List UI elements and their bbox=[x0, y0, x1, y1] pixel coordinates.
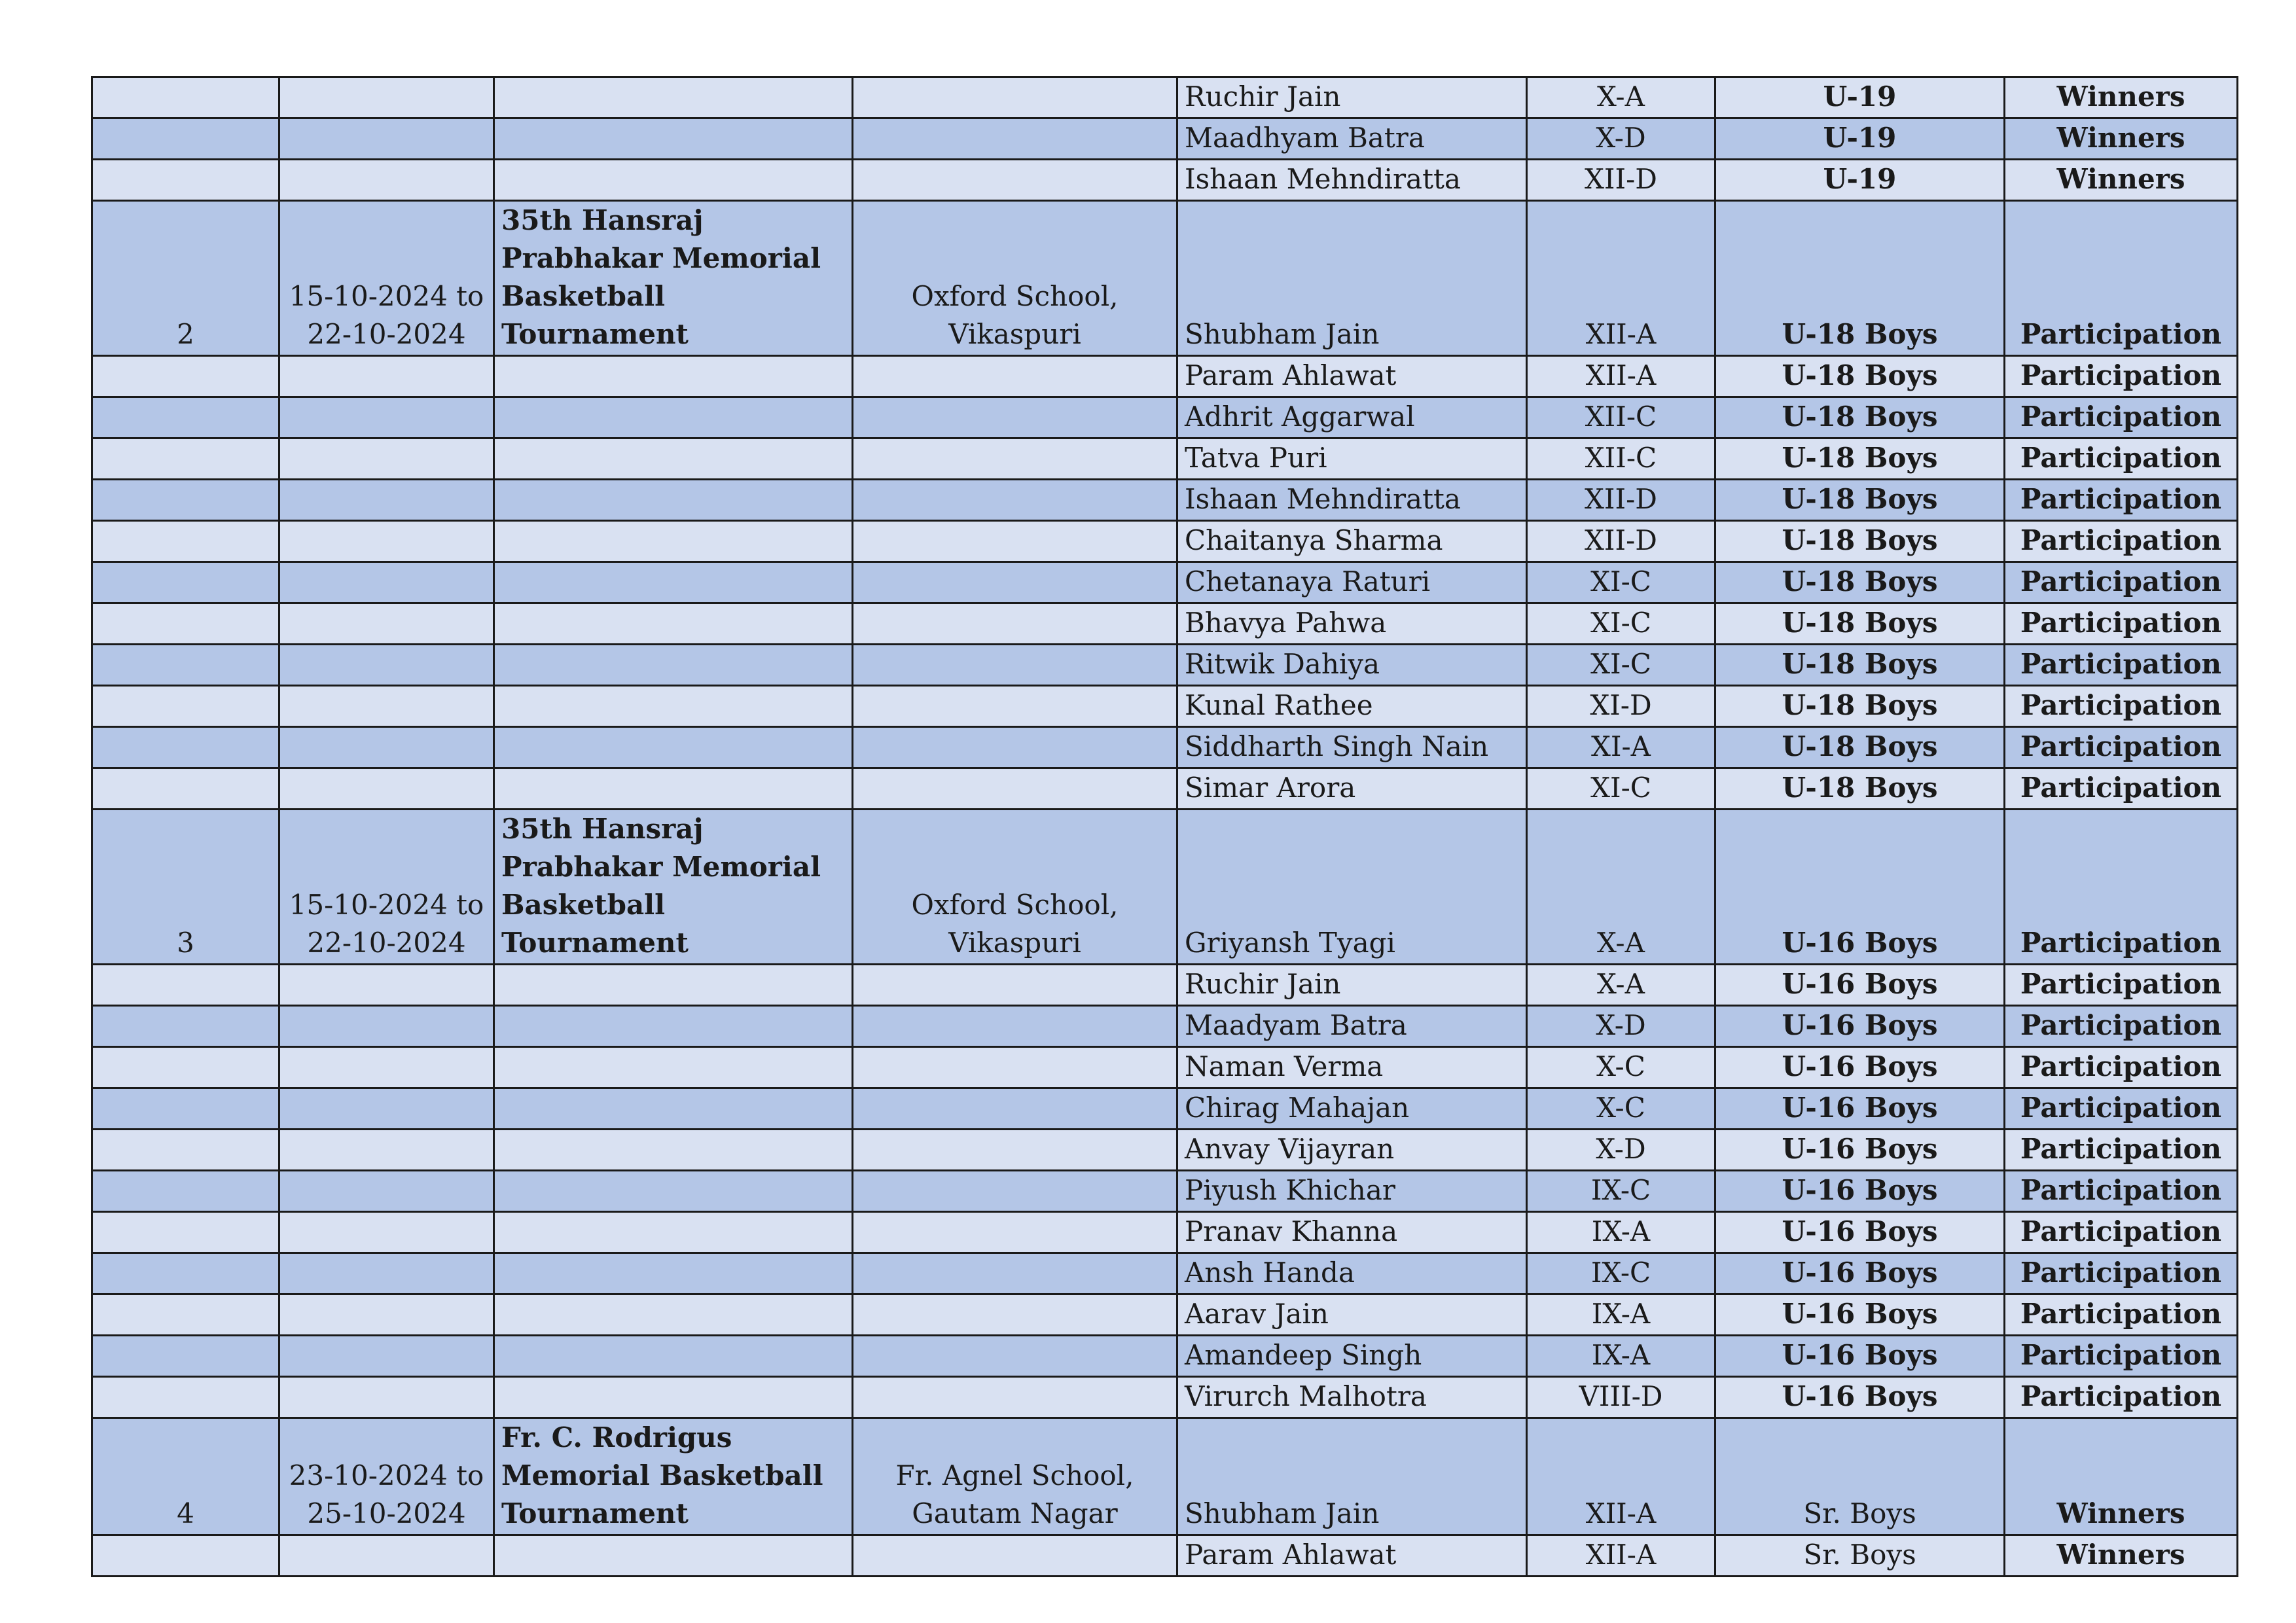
date-cell bbox=[279, 768, 494, 810]
venue-cell bbox=[853, 1294, 1177, 1336]
date-cell bbox=[279, 1535, 494, 1577]
category-cell: U-18 Boys bbox=[1715, 727, 2005, 768]
class-cell: XI-C bbox=[1527, 645, 1715, 686]
date-cell bbox=[279, 356, 494, 397]
table-row bbox=[92, 201, 2238, 356]
result-cell: Participation bbox=[2005, 810, 2238, 965]
student-name-cell: Shubham Jain bbox=[1177, 1418, 1527, 1535]
serial-number-cell bbox=[92, 1130, 279, 1171]
class-cell: X-A bbox=[1527, 77, 1715, 118]
serial-number-cell bbox=[92, 397, 279, 438]
event-cell bbox=[494, 118, 853, 160]
serial-number-cell bbox=[92, 1088, 279, 1130]
category-cell: U-18 Boys bbox=[1715, 686, 2005, 727]
venue-cell bbox=[853, 768, 1177, 810]
serial-number-cell bbox=[92, 645, 279, 686]
student-name-cell: Ansh Handa bbox=[1177, 1253, 1527, 1294]
result-cell: Participation bbox=[2005, 521, 2238, 562]
table-row bbox=[92, 397, 2238, 438]
student-name-cell: Griyansh Tyagi bbox=[1177, 810, 1527, 965]
event-cell bbox=[494, 1212, 853, 1253]
category-cell: U-16 Boys bbox=[1715, 1088, 2005, 1130]
date-cell: 15-10-2024 to 22-10-2024 bbox=[279, 201, 494, 356]
achievements-table bbox=[91, 76, 2238, 1577]
student-name-cell: Maadhyam Batra bbox=[1177, 118, 1527, 160]
table-row bbox=[92, 118, 2238, 160]
serial-number-cell bbox=[92, 603, 279, 645]
date-cell bbox=[279, 965, 494, 1006]
student-name-cell: Virurch Malhotra bbox=[1177, 1377, 1527, 1418]
category-cell: U-16 Boys bbox=[1715, 1377, 2005, 1418]
category-cell: U-16 Boys bbox=[1715, 965, 2005, 1006]
event-cell bbox=[494, 1130, 853, 1171]
result-cell: Participation bbox=[2005, 1006, 2238, 1047]
category-cell: U-16 Boys bbox=[1715, 1294, 2005, 1336]
event-cell bbox=[494, 965, 853, 1006]
class-cell: X-D bbox=[1527, 1130, 1715, 1171]
venue-cell bbox=[853, 645, 1177, 686]
student-name-cell: Chirag Mahajan bbox=[1177, 1088, 1527, 1130]
student-name-cell: Aarav Jain bbox=[1177, 1294, 1527, 1336]
result-cell: Participation bbox=[2005, 562, 2238, 603]
student-name-cell: Amandeep Singh bbox=[1177, 1336, 1527, 1377]
event-cell bbox=[494, 1336, 853, 1377]
date-cell bbox=[279, 77, 494, 118]
class-cell: XII-C bbox=[1527, 438, 1715, 480]
event-cell bbox=[494, 438, 853, 480]
table-row bbox=[92, 1006, 2238, 1047]
venue-cell bbox=[853, 686, 1177, 727]
student-name-cell: Chetanaya Raturi bbox=[1177, 562, 1527, 603]
category-cell: U-16 Boys bbox=[1715, 1253, 2005, 1294]
date-cell bbox=[279, 1130, 494, 1171]
venue-cell: Fr. Agnel School, Gautam Nagar bbox=[853, 1418, 1177, 1535]
venue-cell bbox=[853, 118, 1177, 160]
event-cell bbox=[494, 77, 853, 118]
student-name-cell: Ruchir Jain bbox=[1177, 77, 1527, 118]
date-cell bbox=[279, 1006, 494, 1047]
serial-number-cell bbox=[92, 965, 279, 1006]
event-cell bbox=[494, 727, 853, 768]
result-cell: Winners bbox=[2005, 118, 2238, 160]
category-cell: U-19 bbox=[1715, 160, 2005, 201]
serial-number-cell bbox=[92, 562, 279, 603]
serial-number-cell bbox=[92, 1535, 279, 1577]
class-cell: X-D bbox=[1527, 1006, 1715, 1047]
result-cell: Participation bbox=[2005, 1377, 2238, 1418]
table-body bbox=[92, 77, 2238, 1577]
event-cell bbox=[494, 686, 853, 727]
venue-cell bbox=[853, 965, 1177, 1006]
event-cell bbox=[494, 562, 853, 603]
table-row bbox=[92, 727, 2238, 768]
date-cell bbox=[279, 727, 494, 768]
date-cell bbox=[279, 1336, 494, 1377]
date-cell bbox=[279, 603, 494, 645]
venue-cell bbox=[853, 438, 1177, 480]
result-cell: Participation bbox=[2005, 686, 2238, 727]
student-name-cell: Bhavya Pahwa bbox=[1177, 603, 1527, 645]
result-cell: Winners bbox=[2005, 77, 2238, 118]
table-row bbox=[92, 1171, 2238, 1212]
student-name-cell: Siddharth Singh Nain bbox=[1177, 727, 1527, 768]
class-cell: XII-D bbox=[1527, 521, 1715, 562]
serial-number-cell bbox=[92, 521, 279, 562]
category-cell: U-18 Boys bbox=[1715, 521, 2005, 562]
serial-number-cell bbox=[92, 727, 279, 768]
result-cell: Participation bbox=[2005, 397, 2238, 438]
table-row bbox=[92, 645, 2238, 686]
venue-cell bbox=[853, 480, 1177, 521]
event-cell bbox=[494, 521, 853, 562]
result-cell: Participation bbox=[2005, 1130, 2238, 1171]
result-cell: Winners bbox=[2005, 1418, 2238, 1535]
event-cell bbox=[494, 645, 853, 686]
class-cell: XII-D bbox=[1527, 160, 1715, 201]
venue-cell bbox=[853, 1336, 1177, 1377]
date-cell bbox=[279, 1171, 494, 1212]
event-cell bbox=[494, 1294, 853, 1336]
table-row bbox=[92, 1377, 2238, 1418]
serial-number-cell bbox=[92, 1047, 279, 1088]
student-name-cell: Ruchir Jain bbox=[1177, 965, 1527, 1006]
student-name-cell: Kunal Rathee bbox=[1177, 686, 1527, 727]
student-name-cell: Pranav Khanna bbox=[1177, 1212, 1527, 1253]
table-row bbox=[92, 1418, 2238, 1535]
result-cell: Participation bbox=[2005, 1336, 2238, 1377]
venue-cell bbox=[853, 1171, 1177, 1212]
class-cell: XI-C bbox=[1527, 768, 1715, 810]
table-row bbox=[92, 1088, 2238, 1130]
student-name-cell: Piyush Khichar bbox=[1177, 1171, 1527, 1212]
event-cell bbox=[494, 1253, 853, 1294]
result-cell: Participation bbox=[2005, 768, 2238, 810]
student-name-cell: Anvay Vijayran bbox=[1177, 1130, 1527, 1171]
category-cell: U-18 Boys bbox=[1715, 438, 2005, 480]
class-cell: XII-C bbox=[1527, 397, 1715, 438]
result-cell: Participation bbox=[2005, 603, 2238, 645]
venue-cell bbox=[853, 1212, 1177, 1253]
result-cell: Winners bbox=[2005, 1535, 2238, 1577]
date-cell bbox=[279, 645, 494, 686]
student-name-cell: Ishaan Mehndiratta bbox=[1177, 160, 1527, 201]
event-cell: 35th Hansraj Prabhakar Memorial Basketball Tournament bbox=[494, 201, 853, 356]
event-cell bbox=[494, 397, 853, 438]
class-cell: XII-A bbox=[1527, 1418, 1715, 1535]
date-cell bbox=[279, 1253, 494, 1294]
date-cell: 15-10-2024 to 22-10-2024 bbox=[279, 810, 494, 965]
serial-number-cell bbox=[92, 1171, 279, 1212]
venue-cell: Oxford School, Vikaspuri bbox=[853, 810, 1177, 965]
serial-number-cell bbox=[92, 1294, 279, 1336]
class-cell: XI-C bbox=[1527, 562, 1715, 603]
date-cell bbox=[279, 438, 494, 480]
class-cell: IX-C bbox=[1527, 1171, 1715, 1212]
class-cell: XI-D bbox=[1527, 686, 1715, 727]
event-cell bbox=[494, 1535, 853, 1577]
student-name-cell: Param Ahlawat bbox=[1177, 356, 1527, 397]
table-row bbox=[92, 1294, 2238, 1336]
serial-number-cell: 3 bbox=[92, 810, 279, 965]
serial-number-cell: 4 bbox=[92, 1418, 279, 1535]
category-cell: U-16 Boys bbox=[1715, 1171, 2005, 1212]
event-cell bbox=[494, 1006, 853, 1047]
result-cell: Participation bbox=[2005, 356, 2238, 397]
venue-cell bbox=[853, 1253, 1177, 1294]
table-row bbox=[92, 1212, 2238, 1253]
table-row bbox=[92, 77, 2238, 118]
table-row bbox=[92, 686, 2238, 727]
date-cell bbox=[279, 686, 494, 727]
venue-cell: Oxford School, Vikaspuri bbox=[853, 201, 1177, 356]
table-row bbox=[92, 480, 2238, 521]
serial-number-cell bbox=[92, 77, 279, 118]
event-cell: Fr. C. Rodrigus Memorial Basketball Tournament bbox=[494, 1418, 853, 1535]
student-name-cell: Ishaan Mehndiratta bbox=[1177, 480, 1527, 521]
venue-cell bbox=[853, 1088, 1177, 1130]
result-cell: Participation bbox=[2005, 727, 2238, 768]
student-name-cell: Param Ahlawat bbox=[1177, 1535, 1527, 1577]
date-cell: 23-10-2024 to 25-10-2024 bbox=[279, 1418, 494, 1535]
category-cell: Sr. Boys bbox=[1715, 1535, 2005, 1577]
event-cell bbox=[494, 1171, 853, 1212]
class-cell: IX-A bbox=[1527, 1212, 1715, 1253]
result-cell: Participation bbox=[2005, 1212, 2238, 1253]
category-cell: U-16 Boys bbox=[1715, 1047, 2005, 1088]
category-cell: U-18 Boys bbox=[1715, 562, 2005, 603]
serial-number-cell bbox=[92, 160, 279, 201]
result-cell: Participation bbox=[2005, 480, 2238, 521]
category-cell: U-18 Boys bbox=[1715, 603, 2005, 645]
student-name-cell: Simar Arora bbox=[1177, 768, 1527, 810]
result-cell: Participation bbox=[2005, 438, 2238, 480]
venue-cell bbox=[853, 160, 1177, 201]
event-cell bbox=[494, 1047, 853, 1088]
date-cell bbox=[279, 160, 494, 201]
class-cell: VIII-D bbox=[1527, 1377, 1715, 1418]
event-cell bbox=[494, 160, 853, 201]
student-name-cell: Tatva Puri bbox=[1177, 438, 1527, 480]
venue-cell bbox=[853, 1047, 1177, 1088]
date-cell bbox=[279, 1047, 494, 1088]
venue-cell bbox=[853, 1377, 1177, 1418]
table-row bbox=[92, 521, 2238, 562]
result-cell: Participation bbox=[2005, 1047, 2238, 1088]
result-cell: Participation bbox=[2005, 645, 2238, 686]
table-row bbox=[92, 562, 2238, 603]
class-cell: XI-C bbox=[1527, 603, 1715, 645]
event-cell bbox=[494, 480, 853, 521]
date-cell bbox=[279, 562, 494, 603]
serial-number-cell bbox=[92, 1377, 279, 1418]
class-cell: XII-D bbox=[1527, 480, 1715, 521]
date-cell bbox=[279, 1088, 494, 1130]
table-row bbox=[92, 1336, 2238, 1377]
class-cell: XII-A bbox=[1527, 1535, 1715, 1577]
category-cell: U-18 Boys bbox=[1715, 768, 2005, 810]
class-cell: X-A bbox=[1527, 965, 1715, 1006]
table-row bbox=[92, 1253, 2238, 1294]
student-name-cell: Maadyam Batra bbox=[1177, 1006, 1527, 1047]
result-cell: Participation bbox=[2005, 965, 2238, 1006]
date-cell bbox=[279, 1212, 494, 1253]
date-cell bbox=[279, 521, 494, 562]
table-row bbox=[92, 1535, 2238, 1577]
category-cell: Sr. Boys bbox=[1715, 1418, 2005, 1535]
table-row bbox=[92, 810, 2238, 965]
class-cell: XII-A bbox=[1527, 201, 1715, 356]
category-cell: U-18 Boys bbox=[1715, 201, 2005, 356]
venue-cell bbox=[853, 397, 1177, 438]
serial-number-cell bbox=[92, 1212, 279, 1253]
serial-number-cell bbox=[92, 356, 279, 397]
result-cell: Participation bbox=[2005, 1253, 2238, 1294]
venue-cell bbox=[853, 1130, 1177, 1171]
event-cell bbox=[494, 356, 853, 397]
category-cell: U-19 bbox=[1715, 77, 2005, 118]
date-cell bbox=[279, 397, 494, 438]
result-cell: Participation bbox=[2005, 1294, 2238, 1336]
result-cell: Participation bbox=[2005, 201, 2238, 356]
venue-cell bbox=[853, 77, 1177, 118]
class-cell: IX-A bbox=[1527, 1336, 1715, 1377]
venue-cell bbox=[853, 727, 1177, 768]
class-cell: IX-A bbox=[1527, 1294, 1715, 1336]
venue-cell bbox=[853, 521, 1177, 562]
student-name-cell: Ritwik Dahiya bbox=[1177, 645, 1527, 686]
category-cell: U-18 Boys bbox=[1715, 645, 2005, 686]
table-row bbox=[92, 160, 2238, 201]
table-row bbox=[92, 1047, 2238, 1088]
category-cell: U-19 bbox=[1715, 118, 2005, 160]
class-cell: X-C bbox=[1527, 1088, 1715, 1130]
event-cell bbox=[494, 1377, 853, 1418]
event-cell bbox=[494, 1088, 853, 1130]
category-cell: U-16 Boys bbox=[1715, 1130, 2005, 1171]
venue-cell bbox=[853, 562, 1177, 603]
student-name-cell: Shubham Jain bbox=[1177, 201, 1527, 356]
venue-cell bbox=[853, 1535, 1177, 1577]
class-cell: X-A bbox=[1527, 810, 1715, 965]
category-cell: U-18 Boys bbox=[1715, 397, 2005, 438]
class-cell: X-C bbox=[1527, 1047, 1715, 1088]
category-cell: U-16 Boys bbox=[1715, 810, 2005, 965]
event-cell bbox=[494, 603, 853, 645]
serial-number-cell bbox=[92, 768, 279, 810]
student-name-cell: Adhrit Aggarwal bbox=[1177, 397, 1527, 438]
table-row bbox=[92, 965, 2238, 1006]
result-cell: Winners bbox=[2005, 160, 2238, 201]
venue-cell bbox=[853, 1006, 1177, 1047]
category-cell: U-18 Boys bbox=[1715, 480, 2005, 521]
date-cell bbox=[279, 118, 494, 160]
serial-number-cell bbox=[92, 438, 279, 480]
serial-number-cell bbox=[92, 1336, 279, 1377]
class-cell: XI-A bbox=[1527, 727, 1715, 768]
category-cell: U-18 Boys bbox=[1715, 356, 2005, 397]
class-cell: X-D bbox=[1527, 118, 1715, 160]
date-cell bbox=[279, 480, 494, 521]
date-cell bbox=[279, 1294, 494, 1336]
student-name-cell: Chaitanya Sharma bbox=[1177, 521, 1527, 562]
serial-number-cell bbox=[92, 1006, 279, 1047]
event-cell: 35th Hansraj Prabhakar Memorial Basketball Tournament bbox=[494, 810, 853, 965]
serial-number-cell: 2 bbox=[92, 201, 279, 356]
table-row bbox=[92, 1130, 2238, 1171]
result-cell: Participation bbox=[2005, 1088, 2238, 1130]
table-row bbox=[92, 603, 2238, 645]
result-cell: Participation bbox=[2005, 1171, 2238, 1212]
student-name-cell: Naman Verma bbox=[1177, 1047, 1527, 1088]
table-row bbox=[92, 356, 2238, 397]
serial-number-cell bbox=[92, 686, 279, 727]
category-cell: U-16 Boys bbox=[1715, 1006, 2005, 1047]
event-cell bbox=[494, 768, 853, 810]
serial-number-cell bbox=[92, 118, 279, 160]
serial-number-cell bbox=[92, 1253, 279, 1294]
class-cell: XII-A bbox=[1527, 356, 1715, 397]
serial-number-cell bbox=[92, 480, 279, 521]
class-cell: IX-C bbox=[1527, 1253, 1715, 1294]
table-row bbox=[92, 438, 2238, 480]
table-row bbox=[92, 768, 2238, 810]
category-cell: U-16 Boys bbox=[1715, 1212, 2005, 1253]
category-cell: U-16 Boys bbox=[1715, 1336, 2005, 1377]
date-cell bbox=[279, 1377, 494, 1418]
venue-cell bbox=[853, 603, 1177, 645]
venue-cell bbox=[853, 356, 1177, 397]
